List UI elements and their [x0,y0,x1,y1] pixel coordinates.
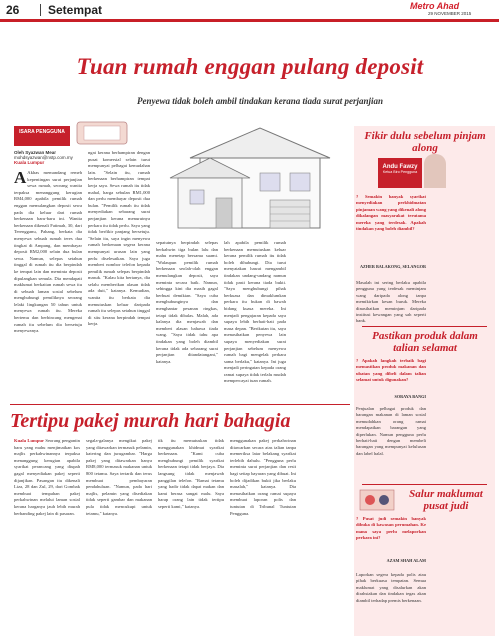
question-1-text: Semakin banyak syarikat menyediakan perkhidmatan pinjaman wang yang dikenali along dikalangan masyarakat terutama mereka yang terdesak. Apakah tindakan yang boleh diambil? [356,194,426,232]
signature-1: AZHER BALAKONG, SELANGOR [360,264,426,269]
sidebar-question-3: ? Pusat judi semakin banyak dibuka di kawasan perumahan. Ke mana saya perlu melaporkan perkara ini? [356,516,426,541]
story1-column-3: sepatutnya berpindah selepas berkahwin tiga bulan lalu dan mahu menetap bersama suami. "Walaupun pemilik rumah berkenaan seolah-olah enggan memulangkan deposit, saya meminta secara baik. Namun, sehingga kini dia masih gagal berbuat demikian. "Saya cuba menghubunginya dan menghantar pesanan ringkas, tetapi tidak dibalas. Malah, ada kalanya dia menjawab dan memberi alasan bahawa tiada wang. "Saya tidak tahu apa tindakan yang boleh diambil kerana tidak ada sebarang surat perjanjian ditandatangani," katanya. [156,240,218,364]
sidebar-question-2: ? Apakah langkah terbaik bagi memastikan produk makanan dan ubatan yang dibeli dalam talian selamat untuk digunakan? [356,358,426,383]
sidebar-question-1: ? Semakin banyak syarikat menyediakan perkhidmatan pinjaman wang yang dikenali along dikalangan masyarakat terutama mereka yang terdesak. Apakah tindakan yang boleh diambil? [356,194,426,232]
house-illustration [150,118,350,238]
sidebar-answer-1: Masalah ini sering berlaku apabila pengguna yang terdesak meminjam wang daripada along tanpa memikirkan kesan buruk. Mereka dinasihatkan meminjam daripada institusi kewangan yang sah seperti bank. [356,280,426,324]
consumer-tag-badge: ISARA PENGGUNA [14,126,70,146]
page-number: 26 [6,3,20,17]
phone-illustration [72,118,132,148]
newspaper-logo: Metro Ahad [410,1,460,11]
dateline: Kuala Lumpur [14,160,45,165]
story2-column-4: menggunakan pakej perkahwinan ditawarkan secara atas talian tanpa memeriksa latar belakang syarikat terlebih dahulu. "Pengguna perlu meminta surat perjanjian dan resit bagi setiap bayaran yang dibuat. Ini boleh dijadikan bukti jika berlaku masalah," katanya. Dia menasihatkan orang ramai supaya membuat laporan polis dan tuntutan di Tribunal Tuntutan Pengguna. [230,438,296,516]
columnist-badge [378,158,422,188]
subhead-story1: Penyewa tidak boleh ambil tindakan kerana tiada surat perjanjian [136,96,384,106]
signature-3: AZAM SHAH ALAM [386,558,426,563]
sidebar-divider-1 [362,326,487,327]
headline-story2: Tertipu pakej murah hari bahagia [10,410,291,432]
question-3-text: Pusat judi semakin banyak dibuka di kawasan perumahan. Ke mana saya perlu melaporkan perkara ini? [356,516,426,541]
story-divider [10,404,350,405]
story2-body-1: Seorang pengantin baru yang mahu menjimatkan kos majlis perkahwinannya terpaksa menanggung kerugian apabila syarikat perancang yang diupah gagal menyediakan pakej seperti dijanjikan. Pasangan itu dikenali Liza, 28 dan Zul, 29, dari Gombak membuat tempahan pakej perkahwinan melalui laman sosial kerana harganya jauh lebih murah berbanding pakej lain di pasaran. [14,438,80,516]
story2-column-2: segala-galanya mengikut pakej yang ditawarkan termasuk pelamin, katering dan jurugambar. "Harga pakej yang ditawarkan hanya RM8,000 termasuk makanan untuk 800 tetamu. Saya tertarik dan terus membuat pembayaran pendahuluan. "Namun, pada hari majlis, pelamin yang disediakan tidak seperti gambar dan makanan pula tidak mencukupi untuk tetamu," katanya. [86,438,152,516]
byline [14,150,84,165]
story2-column-3: tik itu memutuskan tidak menggunakan khidmat syarikat berkenaan. "Kami cuba menghubungi pemilik syarikat berkenaan tetapi tidak berjaya. Dia langsung tidak menjawab panggilan telefon. "Ramai tetamu yang hadir tidak dapat makan dan kami berasa sangat malu. Saya harap orang lain tidak tertipu seperti kami," katanya. [158,438,224,509]
question-2-text: Apakah langkah terbaik bagi memastikan produk makanan dan ubatan yang dibeli dalam talian selamat untuk digunakan? [356,358,426,383]
signature-2: SORAYA BANGI [394,394,426,399]
header-rule [0,19,499,22]
headline-story1: Tuan rumah enggan pulang deposit [76,54,424,79]
issue-date: 29 NOVEMBER 2015 [428,11,472,16]
story2-dateline: Kuala Lumpur [14,438,44,443]
byline-email: mohdsyazwan@nstp.com.my [14,155,73,160]
sidebar-title-1: Fikir dulu sebelum pinjam along [364,130,486,154]
story1-column-4: lah apabila pemilik rumah berkenaan memutuskan keluar kerana pemilik rumah itu tidak boleh dihubungi. Dia turut menyatakan hasrat mengambil tindakan undang-undang namun tidak pasti kerana tiada bukti. "Saya menghubungi pihak berkuasa dan dimaklumkan perkara itu bukan di bawah bidang kuasa mereka. Ini menjadi pengajaran kepada saya supaya lebih berhati-hati pada masa depan. "Berikutan itu, saya menasihatkan penyewa lain supaya menyediakan surat perjanjian sebelum menyewa rumah bagi mengelak perkara sama berlaku," katanya. Ini juga menjadi peringatan kepada orang ramai supaya tidak terlalu mudah mempercayai tuan rumah. [224,240,286,384]
story1-body-1: Akhas memandang remeh kepentingan surat perjanjian sewa rumah, seorang wanita terpaksa menanggung kerugian RM4,000 apabila pemilik rumah enggan memulangkan deposit sewa pada dia keluar dari rumah berkenaan baru-baru ini. Wanita berkenaan dikenali Fatimah, 30, dari Terengganu, Pahang, berkata dia menyewa sebuah rumah teres dua tingkat di Ampang, dan membayar deposit RM2,000 selain dua bulan sewa. Namun, selepas setahun tinggal di rumah itu dia berpindah ke tempat lain dan meminta deposit dipulangkan semula. Dia mendapati maklumat berkaitan rumah sewa itu di sebuah laman sosial sebelum menghubungi pemiliknya seorang lelaki lingkungan 50 tahun untuk menyewa rumah itu. Mereka bertemu dan berbincang mengenai rumah itu sebelum dia bersetuju menyewanya. [14,170,82,334]
section-title: Setempat [48,3,103,17]
story1-column-1 [14,170,82,402]
sidebar-title-3: Salur maklumat pusat judi [409,488,483,512]
sidebar-answer-3: Laporkan segera kepada polis atau pihak berkuasa tempatan. Semua maklumat yang disalurkan akan dirahsiakan dan tindakan tegas akan diambil terhadap premis berkenaan. [356,572,426,603]
story1-column-2: ngat kerana berhampiran dengan pusat komersial selain turut mempunyai pelbagai kemudahan lain. "Selain itu, rumah berkenaan berhampiran tempat kerja saya. Sewa rumah itu tidak mahal, harga sebulan RM1,000 dan perlu membayar deposit dua bulan. "Pemilik rumah itu tidak menyediakan sebarang surat perjanjian kerana menurutnya perkara itu tidak perlu. Saya yang tidak berfikir panjang bersetuju. "Selain itu, saya ingin menyewa rumah berkenaan segera kerana mempunyai urusan lain yang perlu diselesaikan. Saya juga memberi nombor telefon kepada pemilik rumah selepas berpindah masuk. "Kalau kita bertanya, dia selalu memberikan alasan tidak ada duit," katanya. Kemudian, wanita itu berkata dia memutuskan keluar daripada rumah itu selepas setahun tinggal di situ kerana berpindah tempat kerja. [88,150,150,327]
header-divider [40,4,41,16]
sidebar-answer-1-cont [430,194,492,320]
sidebar-answer-2: Penjualan pelbagai produk dan barangan makanan di laman sosial memudahkan orang ramai mendapatkan barangan yang diperlukan. Namun pengguna perlu berhati-hati dengan membeli barangan yang mempunyai kelulusan dan label halal. [356,406,426,456]
judi-illustration [358,486,396,512]
sidebar-title-2: Pastikan produk dalam talian selamat [372,330,478,354]
columnist-name: Andu Fawzy [382,164,418,170]
story2-column-1 [14,438,80,636]
byline-name: Oleh Syazwan Mear [14,150,57,155]
drop-cap: A [14,168,27,187]
columnist-role: Ketua Biro Pengguna [382,170,418,174]
columnist-avatar [424,154,446,188]
sidebar-divider-2 [362,484,487,485]
